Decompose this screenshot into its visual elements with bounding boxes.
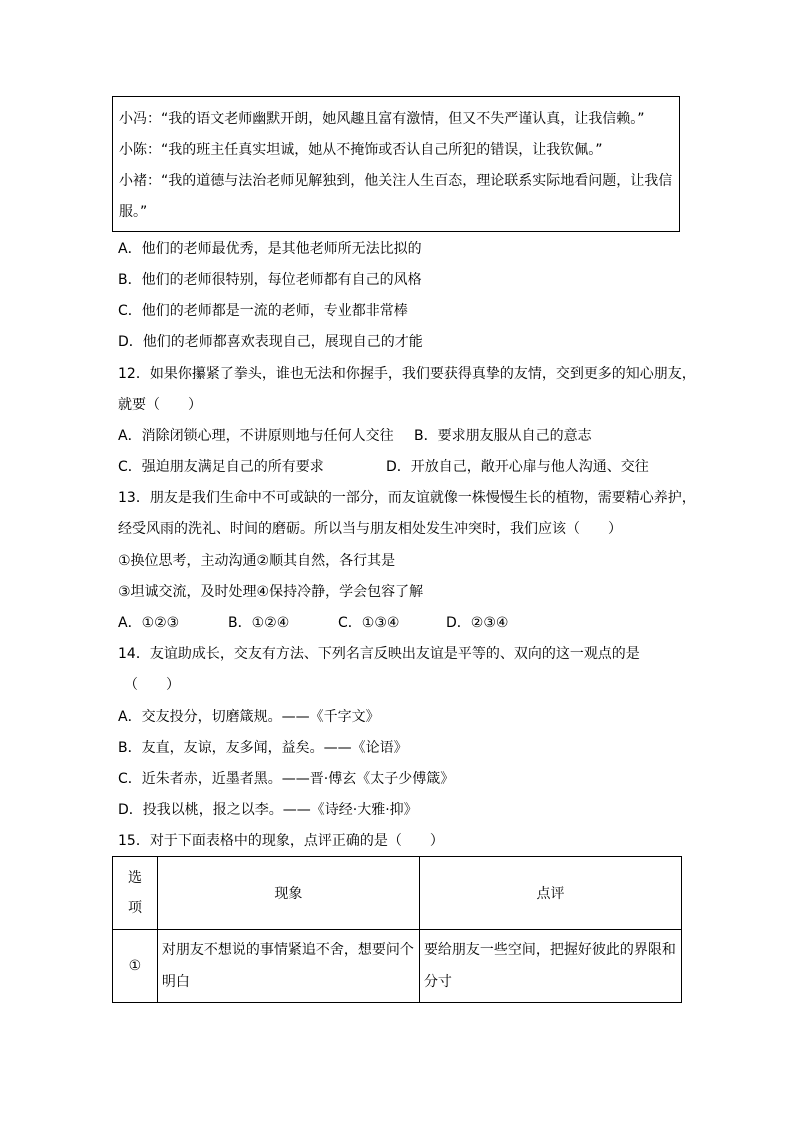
q13-option-a: A．①②③ — [118, 615, 180, 631]
table-header-row — [113, 857, 682, 930]
q14-option-a: A．交友投分，切磨箴规。——《千字文》 — [118, 709, 380, 725]
q11-option-d: D．他们的老师都喜欢表现自己，展现自己的才能 — [118, 334, 423, 350]
q13-items-1: ①换位思考，主动沟通②顺其自然，各行其是 — [118, 553, 396, 569]
row-phenomenon-line1: 对朋友不想说的事情紧追不舍，想要问个 — [161, 942, 414, 958]
q11-option-a: A．他们的老师最优秀，是其他老师所无法比拟的 — [118, 241, 422, 257]
q14-stem-cont: （ ） — [124, 677, 180, 693]
quote-line: 小褚：“我的道德与法治老师见解独到，他关注人生百态，理论联系实际地看问题，让我信 — [119, 173, 673, 189]
q11-option-b: B．他们的老师很特别，每位老师都有自己的风格 — [118, 272, 422, 288]
q12-stem-cont: 就要（ ） — [118, 397, 202, 413]
q12-option-a: A．消除闭锁心理，不讲原则地与任何人交往 — [118, 428, 394, 444]
header-option-char2: 项 — [127, 900, 142, 916]
header-comment: 点评 — [419, 857, 681, 930]
table-row — [113, 930, 682, 1003]
q13-option-c: C．①③④ — [338, 615, 400, 631]
quote-line: 服。” — [119, 204, 148, 220]
header-option-char1: 选 — [127, 870, 142, 886]
row-phenomenon — [157, 930, 419, 1003]
quote-line: 小冯：“我的语文老师幽默开朗，她风趣且富有激情，但又不失严谨认真，让我信赖。” — [119, 111, 645, 127]
row-comment-line1: 要给朋友一些空间，把握好彼此的界限和 — [423, 942, 676, 958]
q12-option-b: B．要求朋友服从自己的意志 — [414, 428, 592, 444]
header-phenomenon: 现象 — [157, 857, 419, 930]
q13-stem: 13．朋友是我们生命中不可或缺的一部分，而友谊就像一株慢慢生长的植物，需要精心养护， — [118, 490, 696, 506]
q12-stem: 12．如果你攥紧了拳头，谁也无法和你握手，我们要获得真挚的友情，交到更多的知心朋友， — [118, 366, 696, 382]
q13-items-2: ③坦诚交流，及时处理④保持冷静，学会包容了解 — [118, 584, 424, 600]
quote-line: 小陈：“我的班主任真实坦诚，她从不掩饰或否认自己所犯的错误，让我钦佩。” — [119, 142, 603, 158]
row-option: ① — [113, 930, 158, 1003]
q12-option-c: C．强迫朋友满足自己的所有要求 — [118, 459, 324, 475]
row-phenomenon-line2: 明白 — [161, 974, 190, 990]
q14-stem: 14．友谊助成长，交友有方法、下列名言反映出友谊是平等的、双向的这一观点的是 — [118, 646, 640, 662]
phenomena-table — [112, 856, 682, 1003]
q14-option-d: D．投我以桃，报之以李。——《诗经·大雅·抑》 — [118, 802, 418, 818]
q13-option-b: B．①②④ — [228, 615, 290, 631]
q14-option-c: C．近朱者赤，近墨者黑。——晋·傅玄《太子少傅箴》 — [118, 771, 455, 787]
quote-box — [112, 96, 680, 232]
q15-stem: 15．对于下面表格中的现象，点评正确的是（ ） — [118, 833, 444, 849]
row-comment-line2: 分寸 — [423, 974, 452, 990]
header-option-cell — [113, 857, 158, 930]
q13-stem-cont: 经受风雨的洗礼、时间的磨砺。所以当与朋友相处发生冲突时，我们应该（ ） — [118, 521, 622, 537]
q13-option-d: D．②③④ — [446, 615, 509, 631]
q14-option-b: B．友直，友谅，友多闻，益矣。——《论语》 — [118, 740, 408, 756]
q12-option-d: D．开放自己，敞开心扉与他人沟通、交往 — [386, 459, 649, 475]
q11-option-c: C．他们的老师都是一流的老师，专业都非常棒 — [118, 303, 408, 319]
row-comment — [419, 930, 681, 1003]
